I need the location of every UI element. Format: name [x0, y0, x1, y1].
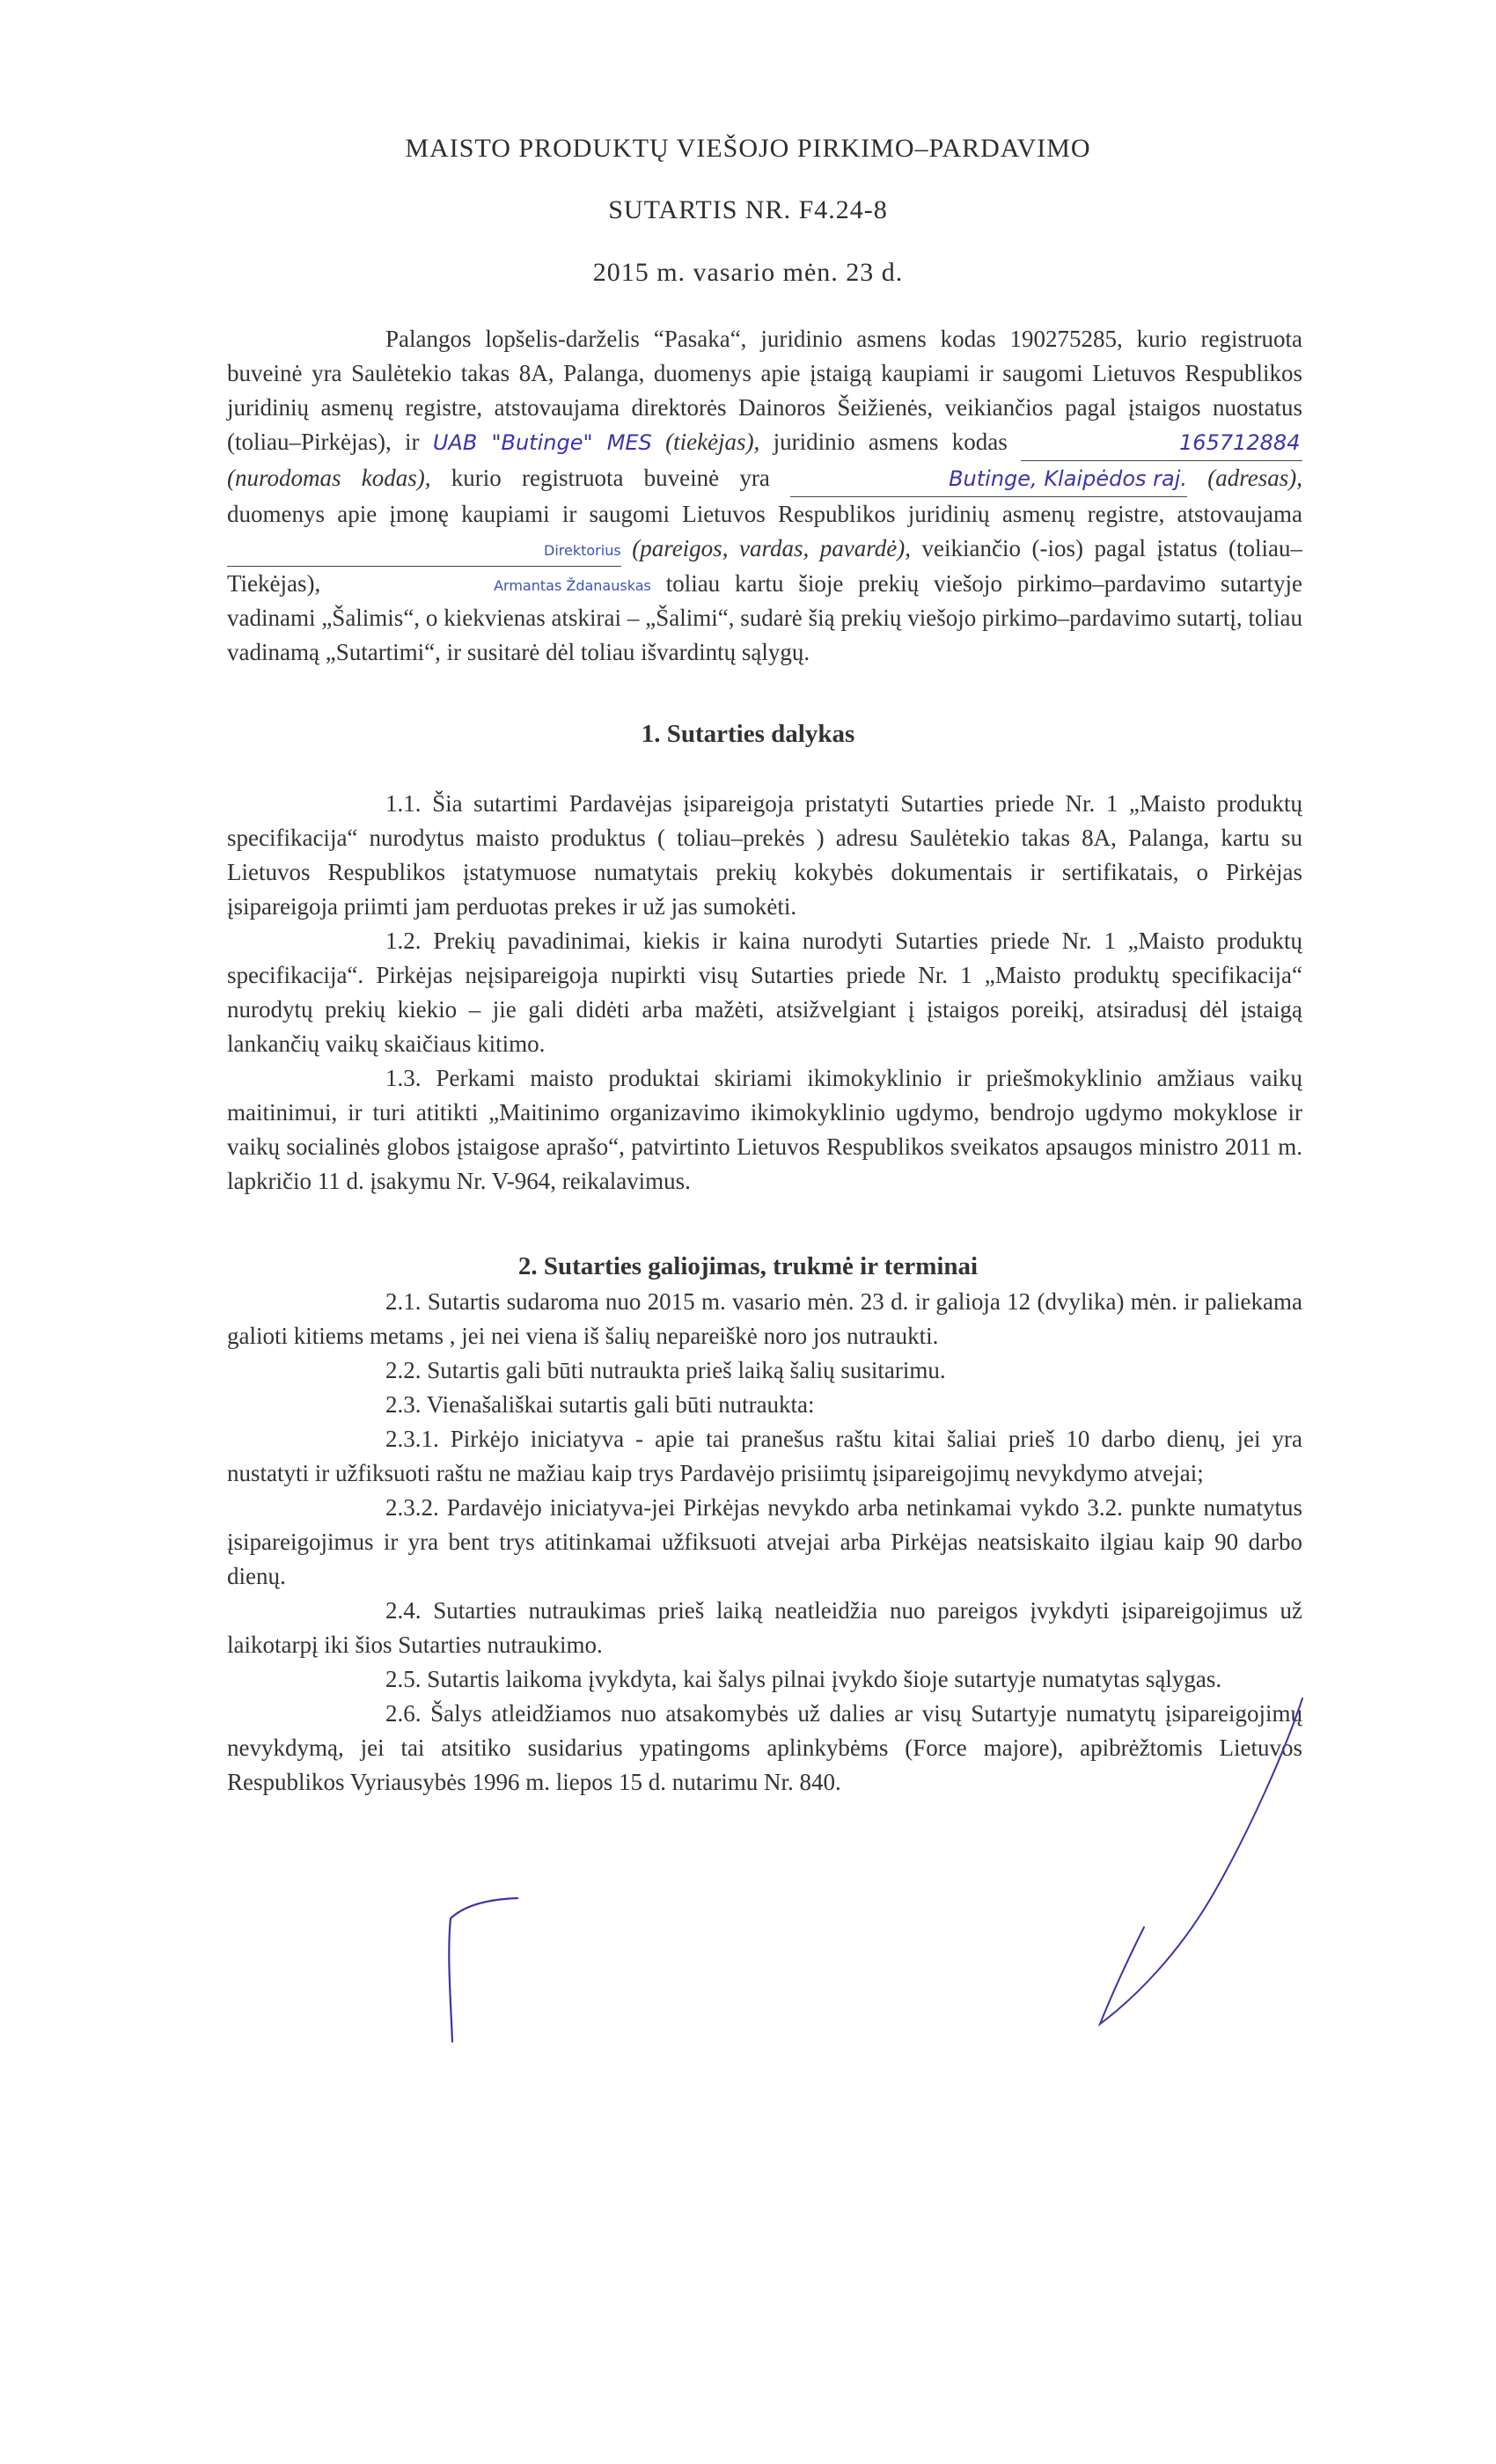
contract-date: 2015 m. vasario mėn. 23 d. — [592, 258, 904, 287]
clause-1-2: 1.2. Prekių pavadinimai, kiekis ir kaina nurodyti Sutarties priede Nr. 1 „Maisto produktų specifikacija“. Pirkėjas neįsipareigoja nupirkti visų Sutarties priede Nr. 1 „Maisto produktų specifikacija“ nurodytų prekių kiekio – jie gali didėti arba mažėti, atsižvelgiant į įstaigos poreikį, atsiradusį dėl įstaigą lankančių vaikų skaičiaus kitimo. — [227, 928, 1302, 1057]
clause-2-4: 2.4. Sutarties nutraukimas prieš laiką neatleidžia nuo pareigos įvykdyti įsipareigojimus už laikotarpį iki šios Sutarties nutraukimo. — [227, 1597, 1302, 1658]
section-2-heading: 2. Sutarties galiojimas, trukmė ir terminai — [517, 1252, 979, 1280]
representative-stamp-title: Direktorius — [544, 541, 621, 559]
intro-text-3: veikiančio (-ios) pagal įstatus (toliau–Tiekėjas), — [227, 535, 1303, 597]
address-prefix: kurio registruota buveinė yra — [451, 465, 770, 491]
company-code-handwritten: 165712884 — [1179, 430, 1301, 455]
supplier-label: (tiekėjas), — [665, 429, 760, 455]
code-label: (nurodomas kodas), — [227, 465, 431, 491]
left-signature-stroke — [449, 1898, 517, 2042]
representative-label: (pareigos, vardas, pavardė), — [632, 535, 911, 561]
clause-1-3: 1.3. Perkami maisto produktai skiriami ikimokyklinio ir priešmokyklinio amžiaus vaikų maitinimui, ir turi atitikti „Maitinimo organizavimo ikimokyklinio ugdymo, bendrojo ugdymo mokyklose ir vaikų socialinės globos įstaigose aprašo“, patvirtinto Lietuvos Respublikos sveikatos apsaugos ministro 2011 m. lapkričio 11 d. įsakymu Nr. V-964, reikalavimus. — [227, 1065, 1302, 1194]
representative-stamp-name: Armantas Ždanauskas — [494, 576, 651, 594]
intro-text-1: Palangos lopšelis-darželis “Pasaka“, juridinio asmens kodas 190275285, kurio registruota buveinė yra Saulėtekio takas 8A, Palanga, duomenys apie įstaigą kaupiami ir saugomi Lietuvos Respublikos juridinių asmenų registre, atstovaujama direktorės Dainoros Šeižienės, veikiančios pagal įstaigos nuostatus (toliau–Pirkėjas), ir — [227, 326, 1302, 455]
clause-2-3-1: 2.3.1. Pirkėjo iniciatyva - apie tai pranešus raštu kitai šaliai prieš 10 darbo dienų, jei yra nustatyti ir užfiksuoti raštu ne mažiau kaip trys Pardavėjo prisiimtų įsipareigojimų nevykdymo atvejai; — [227, 1426, 1302, 1486]
clause-2-1: 2.1. Sutartis sudaroma nuo 2015 m. vasario mėn. 23 d. ir galioja 12 (dvylika) mėn. ir paliekama galioti kitiems metams , jei nei viena iš šalių nepareiškė noro jos nutraukti. — [227, 1288, 1302, 1349]
clause-2-5: 2.5. Sutartis laikoma įvykdyta, kai šalys pilnai įvykdo šioje sutartyje numatytas sąlygas. — [385, 1666, 1222, 1692]
clause-2-3-2: 2.3.2. Pardavėjo iniciatyva-jei Pirkėjas nevykdo arba netinkamai vykdo 3.2. punkte numatytus įsipareigojimus ir yra bent trys atitinkamai užfiksuoti atvejai arba Pirkėjas neatsiskaito ilgiau kaip 90 darbo dienų. — [227, 1494, 1302, 1589]
intro-text-2: duomenys apie įmonę kaupiami ir saugomi Lietuvos Respublikos juridinių asmenų registre, atstovaujama — [227, 501, 1302, 527]
section-1-heading: 1. Sutarties dalykas — [641, 720, 855, 748]
contract-number: SUTARTIS NR. F4.24-8 — [608, 195, 888, 224]
clause-1-1: 1.1. Šia sutartimi Pardavėjas įsipareigoja pristatyti Sutarties priede Nr. 1 „Maisto produktų specifikacija“ nurodytus maisto produktus ( toliau–prekės ) adresu Saulėtekio takas 8A, Palanga, kartu su Lietuvos Respublikos įstatymuose numatytais prekių kokybės dokumentais ir sertifikatais, o Pirkėjas įsipareigoja priimti jam perduotas prekes ir už jas sumokėti. — [227, 790, 1302, 920]
supplier-name-handwritten: UAB "Butinge" MES — [432, 430, 652, 455]
document-title: MAISTO PRODUKTŲ VIEŠOJO PIRKIMO–PARDAVIMO — [405, 134, 1091, 163]
address-label: (adresas), — [1207, 465, 1303, 491]
right-initials-stroke — [1100, 1698, 1302, 2024]
clause-2-2: 2.2. Sutartis gali būti nutraukta prieš laiką šalių susitarimu. — [385, 1357, 946, 1383]
clause-2-3: 2.3. Vienašališkai sutartis gali būti nutraukta: — [385, 1391, 815, 1418]
clause-2-6: 2.6. Šalys atleidžiamos nuo atsakomybės už dalies ar visų Sutartyje numatytų įsipareigojimų nevykdymą, jei tai atsitiko susidarius ypatingoms aplinkybėms (Force majore), apibrėžtomis Lietuvos Respublikos Vyriausybės 1996 m. liepos 15 d. nutarimu Nr. 840. — [227, 1700, 1302, 1795]
intro-text-4: toliau kartu šioje prekių viešojo pirkimo–pardavimo sutartyje vadinami „Šalimis“, o kiekvienas atskirai – „Šalimi“, sudarė šią prekių viešojo pirkimo–pardavimo sutartį, toliau vadinamą „Sutartimi“, ir susitarė dėl toliau išvardintų sąlygų. — [227, 570, 1303, 665]
address-handwritten: Butinge, Klaipėdos raj. — [949, 466, 1188, 491]
code-prefix: juridinio asmens kodas — [773, 429, 1008, 455]
